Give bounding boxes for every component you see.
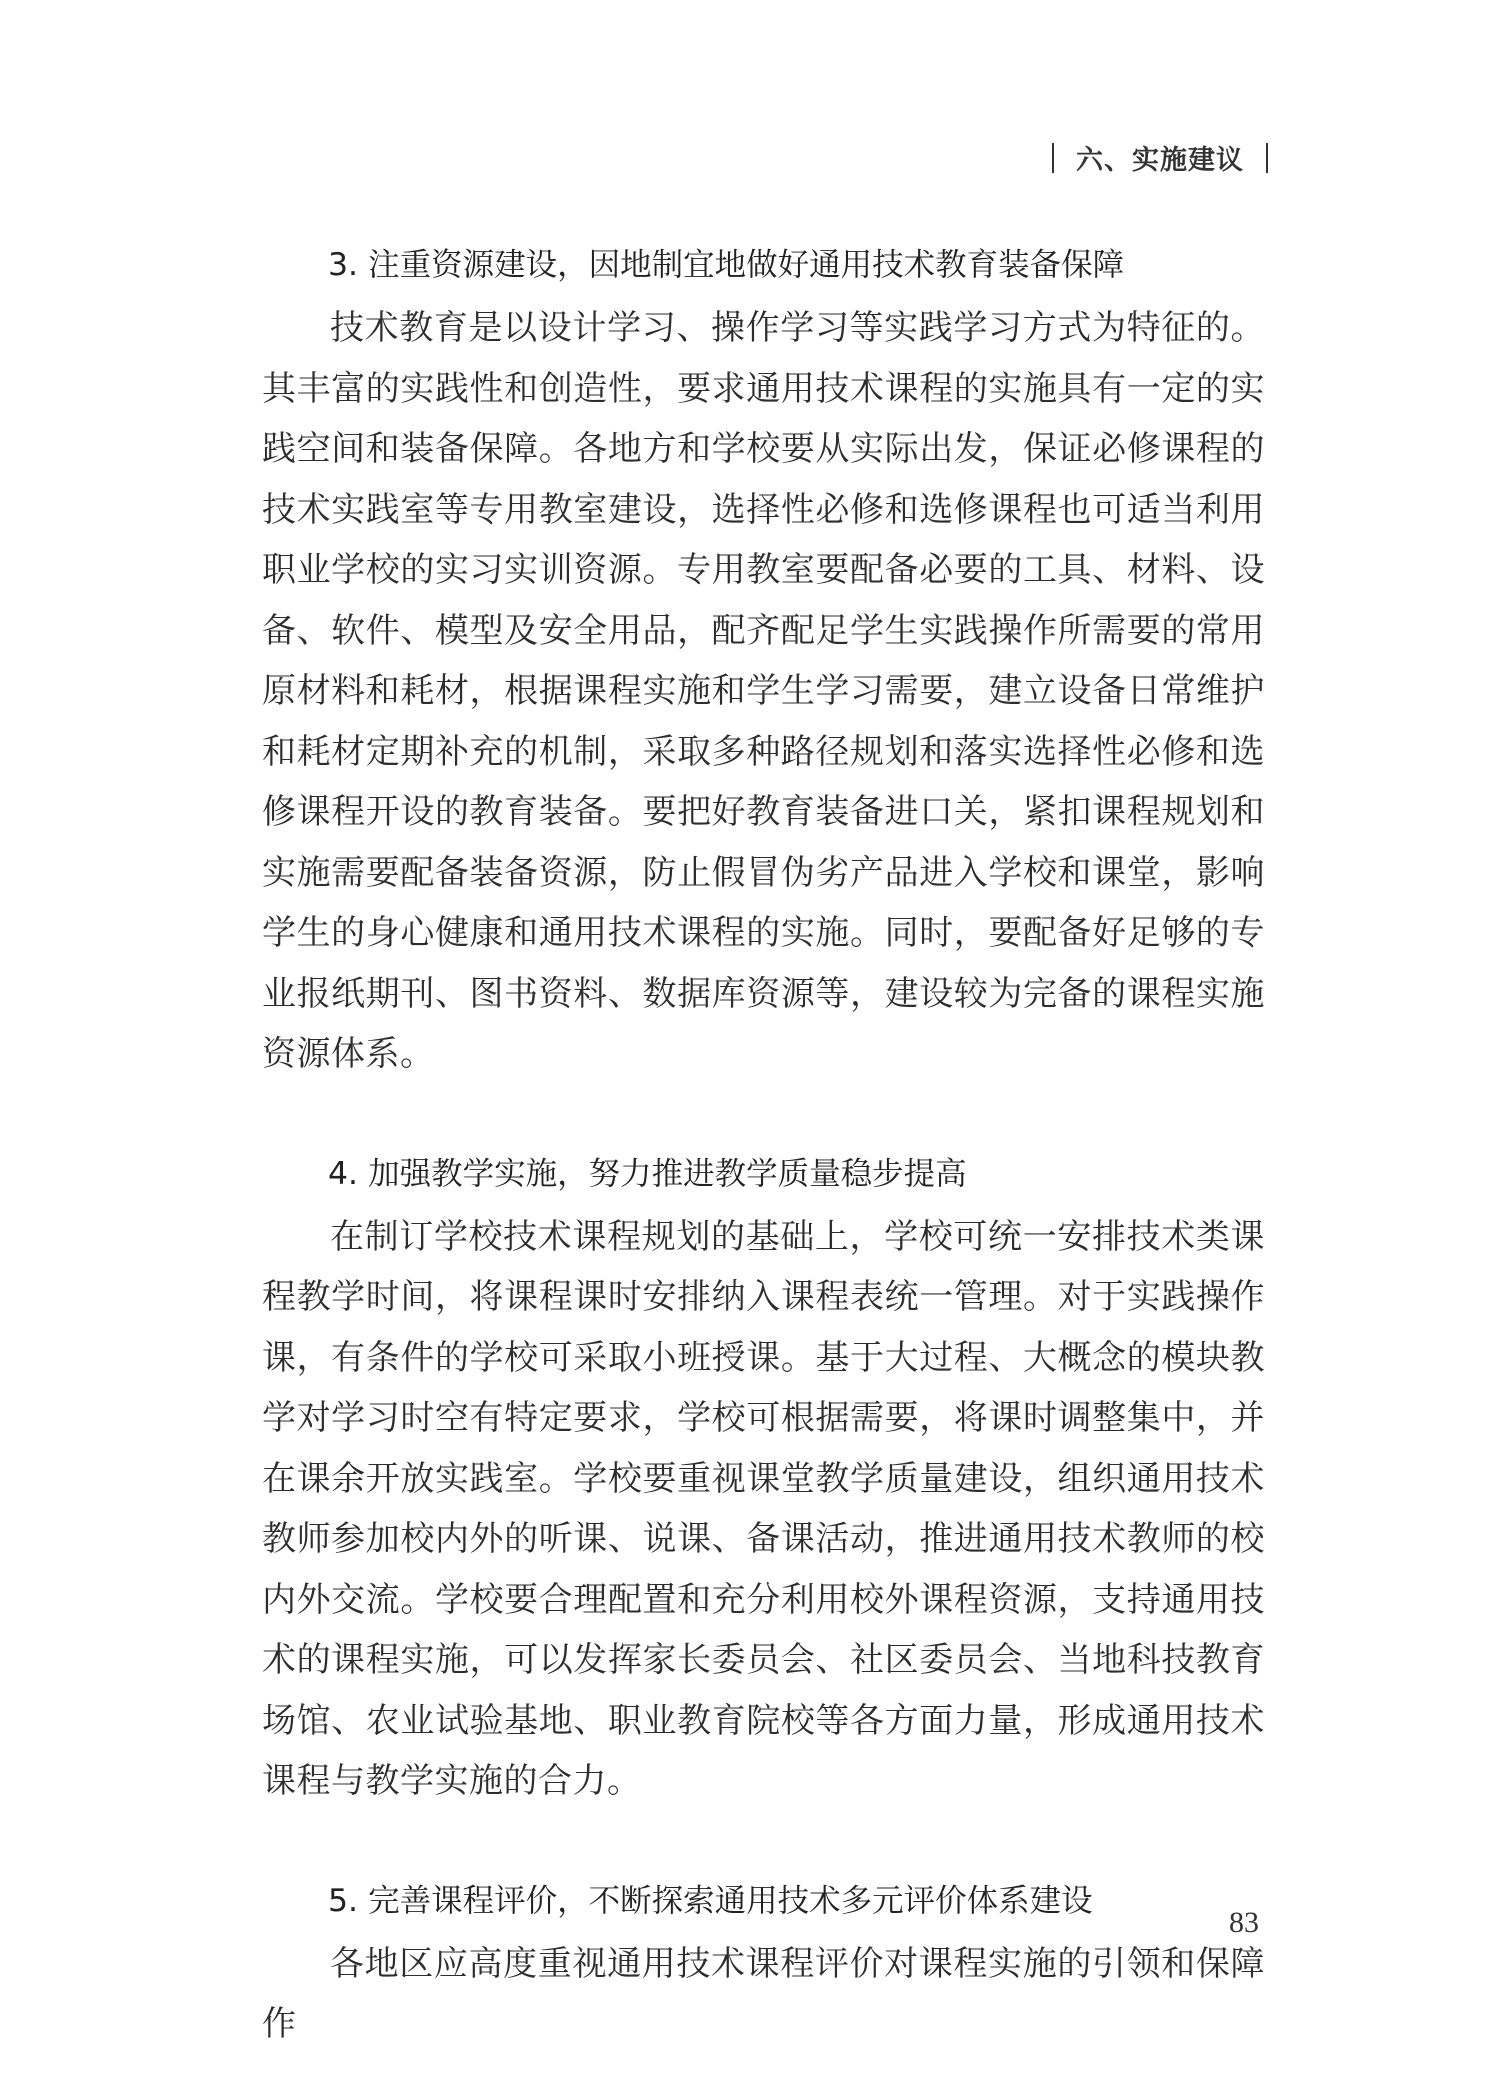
section-spacer bbox=[262, 1812, 1265, 1868]
header-left-rule bbox=[1052, 143, 1054, 173]
section-spacer bbox=[262, 1085, 1265, 1141]
section-heading-3: 3. 注重资源建设，因地制宜地做好通用技术教育装备保障 bbox=[328, 247, 1125, 283]
section-paragraph-3: 技术教育是以设计学习、操作学习等实践学习方式为特征的。其丰富的实践性和创造性，要求通用技术课程的实施具有一定的实践空间和装备保障。各地方和学校要从实际出发，保证必修课程的技术实践室等专用教室建设，选择性必修和选修课程也可适当利用职业学校的实习实训资源。专用教室要配备必要的工具、材料、设备、软件、模型及安全用品，配齐配足学生实践操作所需要的常用原材料和耗材，根据课程实施和学生学习需要，建立设备日常维护和耗材定期补充的机制，采取多种路径规划和落实选择性必修和选修课程开设的教育装备。要把好教育装备进口关，紧扣课程规划和实施需要配备装备资源，防止假冒伪劣产品进入学校和课堂，影响学生的身心健康和通用技术课程的实施。同时，要配备好足够的专业报纸期刊、图书资料、数据库资源等，建设较为完备的课程实施资源体系。 bbox=[262, 308, 1265, 1074]
header-right-rule bbox=[1266, 143, 1268, 173]
section-heading-5: 5. 完善课程评价，不断探索通用技术多元评价体系建设 bbox=[328, 1882, 1093, 1919]
section-paragraph-5: 各地区应高度重视通用技术课程评价对课程实施的引领和保障作 bbox=[262, 1943, 1265, 2044]
section-paragraph-4: 在制订学校技术课程规划的基础上，学校可统一安排技术类课程教学时间，将课程课时安排纳入课程表统一管理。对于实践操作课，有条件的学校可采取小班授课。基于大过程、大概念的模块教学对学习时空有特定要求，学校可根据需要，将课时调整集中，并在课余开放实践室。学校要重视课堂教学质量建设，组织通用技术教师参加校内外的听课、说课、备课活动，推进通用技术教师的校内外交流。学校要合理配置和充分利用校外课程资源，支持通用技术的课程实施，可以发挥家长委员会、社区委员会、当地科技教育场馆、农业试验基地、职业教育院校等各方面力量，形成通用技术课程与教学实施的合力。 bbox=[262, 1216, 1265, 1801]
page-number: 83 bbox=[1229, 1906, 1259, 1939]
header-section-title: 六、实施建议 bbox=[1076, 145, 1244, 176]
running-header bbox=[1052, 138, 1268, 177]
section-heading-4: 4. 加强教学实施，努力推进教学质量稳步提高 bbox=[328, 1155, 967, 1192]
page-body bbox=[262, 232, 1265, 2055]
